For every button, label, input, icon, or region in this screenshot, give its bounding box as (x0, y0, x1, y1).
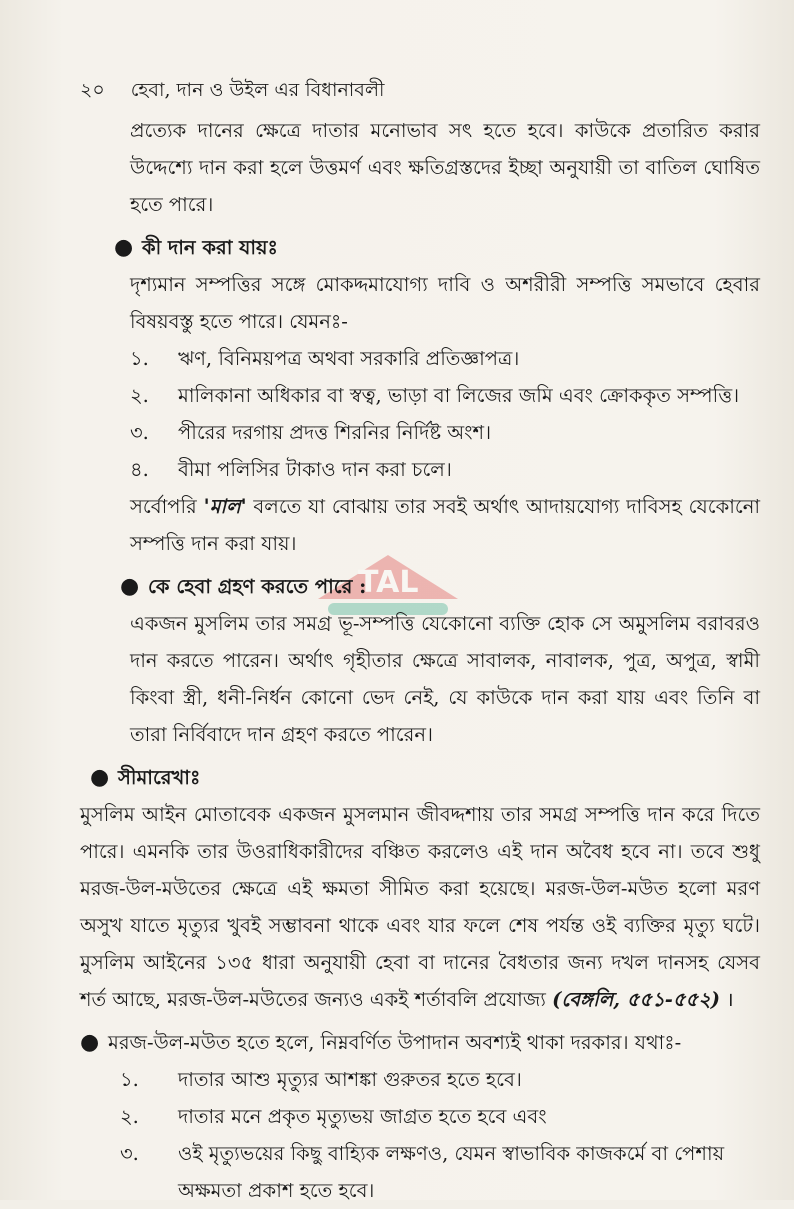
section4-lead: ● মরজ-উল-মউত হতে হলে, নিম্নবর্ণিত উপাদান অবশ্যই থাকা দরকার। যথাঃ- (80, 1024, 760, 1061)
list-item: ৩. ওই মৃত্যুভয়ের কিছু বাহ্যিক লক্ষণও, যেমন স্বাভাবিক কাজকর্মে বা পেশায় অক্ষমতা প্রকাশ হতে হবে। (120, 1142, 725, 1202)
list-item: ৪. বীমা পলিসির টাকাও দান করা চলে। (130, 458, 452, 481)
list-item: ১. দাতার আশু মৃত্যুর আশঙ্কা গুরুতর হতে হবে। (120, 1068, 522, 1091)
bullet-icon: ● (90, 764, 110, 790)
bullet-icon: ● (114, 234, 134, 260)
condition-list (120, 1061, 760, 1209)
section-heading-what-can-be-given: ● কী দান করা যায়ঃ (114, 229, 760, 266)
intro-paragraph: প্রত্যেক দানের ক্ষেত্রে দাতার মনোভাব সৎ হতে হবে। কাউকে প্রতারিত করার উদ্দেশ্যে দান করা হলে উত্তমর্ণ এবং ক্ষতিগ্রস্তদের ইচ্ছা অনুযায়ী তা বাতিল ঘোষিত হতে পারে। (130, 119, 760, 216)
section2-paragraph: একজন মুসলিম তার সমগ্র ভূ-সম্পত্তি যেকোনো ব্যক্তি হোক সে অমুসলিম বরাবরও দান করতে পারেন। অর্থাৎ গৃহীতার ক্ষেত্রে সাবালক, নাবালক, পুত্র, অপুত্র, স্বামী কিংবা স্ত্রী, ধনী-নির্ধন কোনো ভেদ নেই, যে কাউকে দান করা যায় এবং তিনি বা তারা নির্বিবাদে দান গ্রহণ করতে পারেন। (130, 612, 760, 746)
section-heading-who-can-accept: ● কে হেবা গ্রহণ করতে পারে : (120, 568, 760, 605)
page-number: ২০ (80, 79, 105, 101)
page-content (80, 112, 760, 1209)
section1-summary: সর্বোপরি 'মাল' বলতে যা বোঝায় তার সবই অর্থাৎ আদায়যোগ্য দাবিসহ যেকোনো সম্পত্তি দান করা যায়। (130, 495, 760, 555)
watermark-text: TAL (358, 565, 419, 600)
bullet-icon: ● (120, 573, 140, 599)
list-item: ৩. পীরের দরগায় প্রদত্ত শিরনির নির্দিষ্ট অংশ। (130, 421, 492, 444)
list-item: ২. দাতার মনে প্রকৃত মৃত্যুভয় জাগ্রত হতে হবে এবং (120, 1105, 547, 1128)
section-heading-limits: ● সীমারেখাঃ (90, 759, 760, 796)
list-item: ১. ঋণ, বিনিময়পত্র অথবা সরকারি প্রতিজ্ঞাপত্র। (130, 347, 520, 370)
running-header (80, 76, 384, 108)
list-item: ২. মালিকানা অধিকার বা স্বত্ব, ভাড়া বা লিজের জমি এবং ক্রোককৃত সম্পত্তি। (130, 384, 740, 407)
bullet-icon: ● (80, 1030, 100, 1055)
gift-items-list (130, 340, 760, 488)
section1-paragraph: দৃশ্যমান সম্পত্তির সঙ্গে মোকদ্দমাযোগ্য দাবি ও অশরীরী সম্পত্তি সমভাবে হেবার বিষয়বস্তু হতে পারে। যেমনঃ- (130, 273, 760, 333)
section3-paragraph: মুসলিম আইন মোতাবেক একজন মুসলমান জীবদ্দশায় তার সমগ্র সম্পত্তি দান করে দিতে পারে। এমনকি তার উওরাধিকারীদের বঞ্চিত করলেও এই দান অবৈধ হবে না। তবে শুধু মরজ-উল-মউতের ক্ষেত্রে এই ক্ষমতা সীমিত করা হয়েছে। মরজ-উল-মউত হলো মরণ অসুখ যাতে মৃত্যুর খুবই সম্ভাবনা থাকে এবং যার ফলে শেষ পর্যন্ত ওই ব্যক্তির মৃত্যু ঘটে। মুসলিম আইনের ১৩৫ ধারা অনুযায়ী হেবা বা দানের বৈধতার জন্য দখল দানসহ যেসব শর্ত আছে, মরজ-উল-মউতের জন্যও একই শর্তাবলি প্রযোজ্য (বেঙ্গলি, ৫৫১-৫৫২) । (80, 803, 760, 1011)
running-title: হেবা, দান ও উইল এর বিধানাবলী (130, 79, 385, 101)
